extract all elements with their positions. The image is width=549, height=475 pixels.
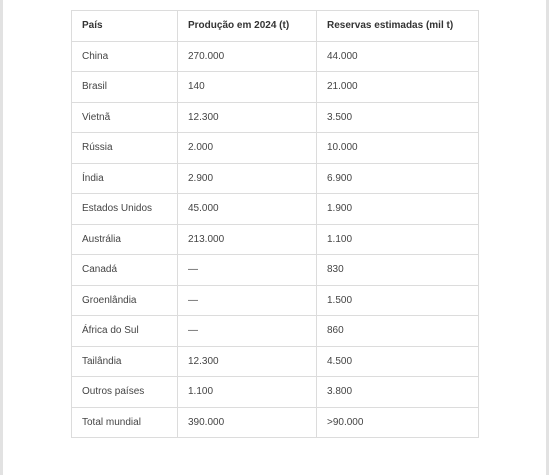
cell-country: África do Sul — [72, 316, 178, 347]
cell-reserves: 3.800 — [317, 377, 479, 408]
table-row — [72, 102, 479, 133]
cell-reserves: 860 — [317, 316, 479, 347]
table-row — [72, 285, 479, 316]
table-row — [72, 163, 479, 194]
cell-country: Tailândia — [72, 346, 178, 377]
table-body — [72, 41, 479, 438]
data-table — [71, 10, 479, 438]
cell-country: Brasil — [72, 72, 178, 103]
cell-reserves: >90.000 — [317, 407, 479, 438]
table-row — [72, 72, 479, 103]
cell-reserves: 6.900 — [317, 163, 479, 194]
cell-country: Índia — [72, 163, 178, 194]
cell-country: Rússia — [72, 133, 178, 164]
table-row — [72, 407, 479, 438]
cell-production: 213.000 — [178, 224, 317, 255]
header-estimated-reserves: Reservas estimadas (mil t) — [317, 11, 479, 42]
cell-reserves: 1.100 — [317, 224, 479, 255]
table-header-row — [72, 11, 479, 42]
table-row — [72, 377, 479, 408]
cell-production: 2.000 — [178, 133, 317, 164]
cell-production: — — [178, 285, 317, 316]
cell-reserves: 830 — [317, 255, 479, 286]
cell-reserves: 1.900 — [317, 194, 479, 225]
cell-production: — — [178, 255, 317, 286]
cell-reserves: 21.000 — [317, 72, 479, 103]
cell-production: 1.100 — [178, 377, 317, 408]
cell-country: Canadá — [72, 255, 178, 286]
data-table-container — [71, 10, 478, 438]
cell-country: Total mundial — [72, 407, 178, 438]
header-production-2024: Produção em 2024 (t) — [178, 11, 317, 42]
cell-production: 12.300 — [178, 346, 317, 377]
cell-country: China — [72, 41, 178, 72]
cell-reserves: 3.500 — [317, 102, 479, 133]
cell-reserves: 4.500 — [317, 346, 479, 377]
header-country: País — [72, 11, 178, 42]
cell-reserves: 10.000 — [317, 133, 479, 164]
cell-country: Vietnã — [72, 102, 178, 133]
cell-country: Austrália — [72, 224, 178, 255]
cell-country: Estados Unidos — [72, 194, 178, 225]
cell-production: 270.000 — [178, 41, 317, 72]
table-row — [72, 316, 479, 347]
cell-production: 390.000 — [178, 407, 317, 438]
cell-production: 12.300 — [178, 102, 317, 133]
table-row — [72, 255, 479, 286]
cell-country: Groenlândia — [72, 285, 178, 316]
cell-production: 140 — [178, 72, 317, 103]
table-row — [72, 346, 479, 377]
cell-reserves: 44.000 — [317, 41, 479, 72]
cell-reserves: 1.500 — [317, 285, 479, 316]
table-row — [72, 194, 479, 225]
table-row — [72, 133, 479, 164]
table-row — [72, 41, 479, 72]
frame-edge-left — [0, 0, 3, 475]
cell-production: 45.000 — [178, 194, 317, 225]
cell-production: 2.900 — [178, 163, 317, 194]
cell-production: — — [178, 316, 317, 347]
cell-country: Outros países — [72, 377, 178, 408]
table-row — [72, 224, 479, 255]
